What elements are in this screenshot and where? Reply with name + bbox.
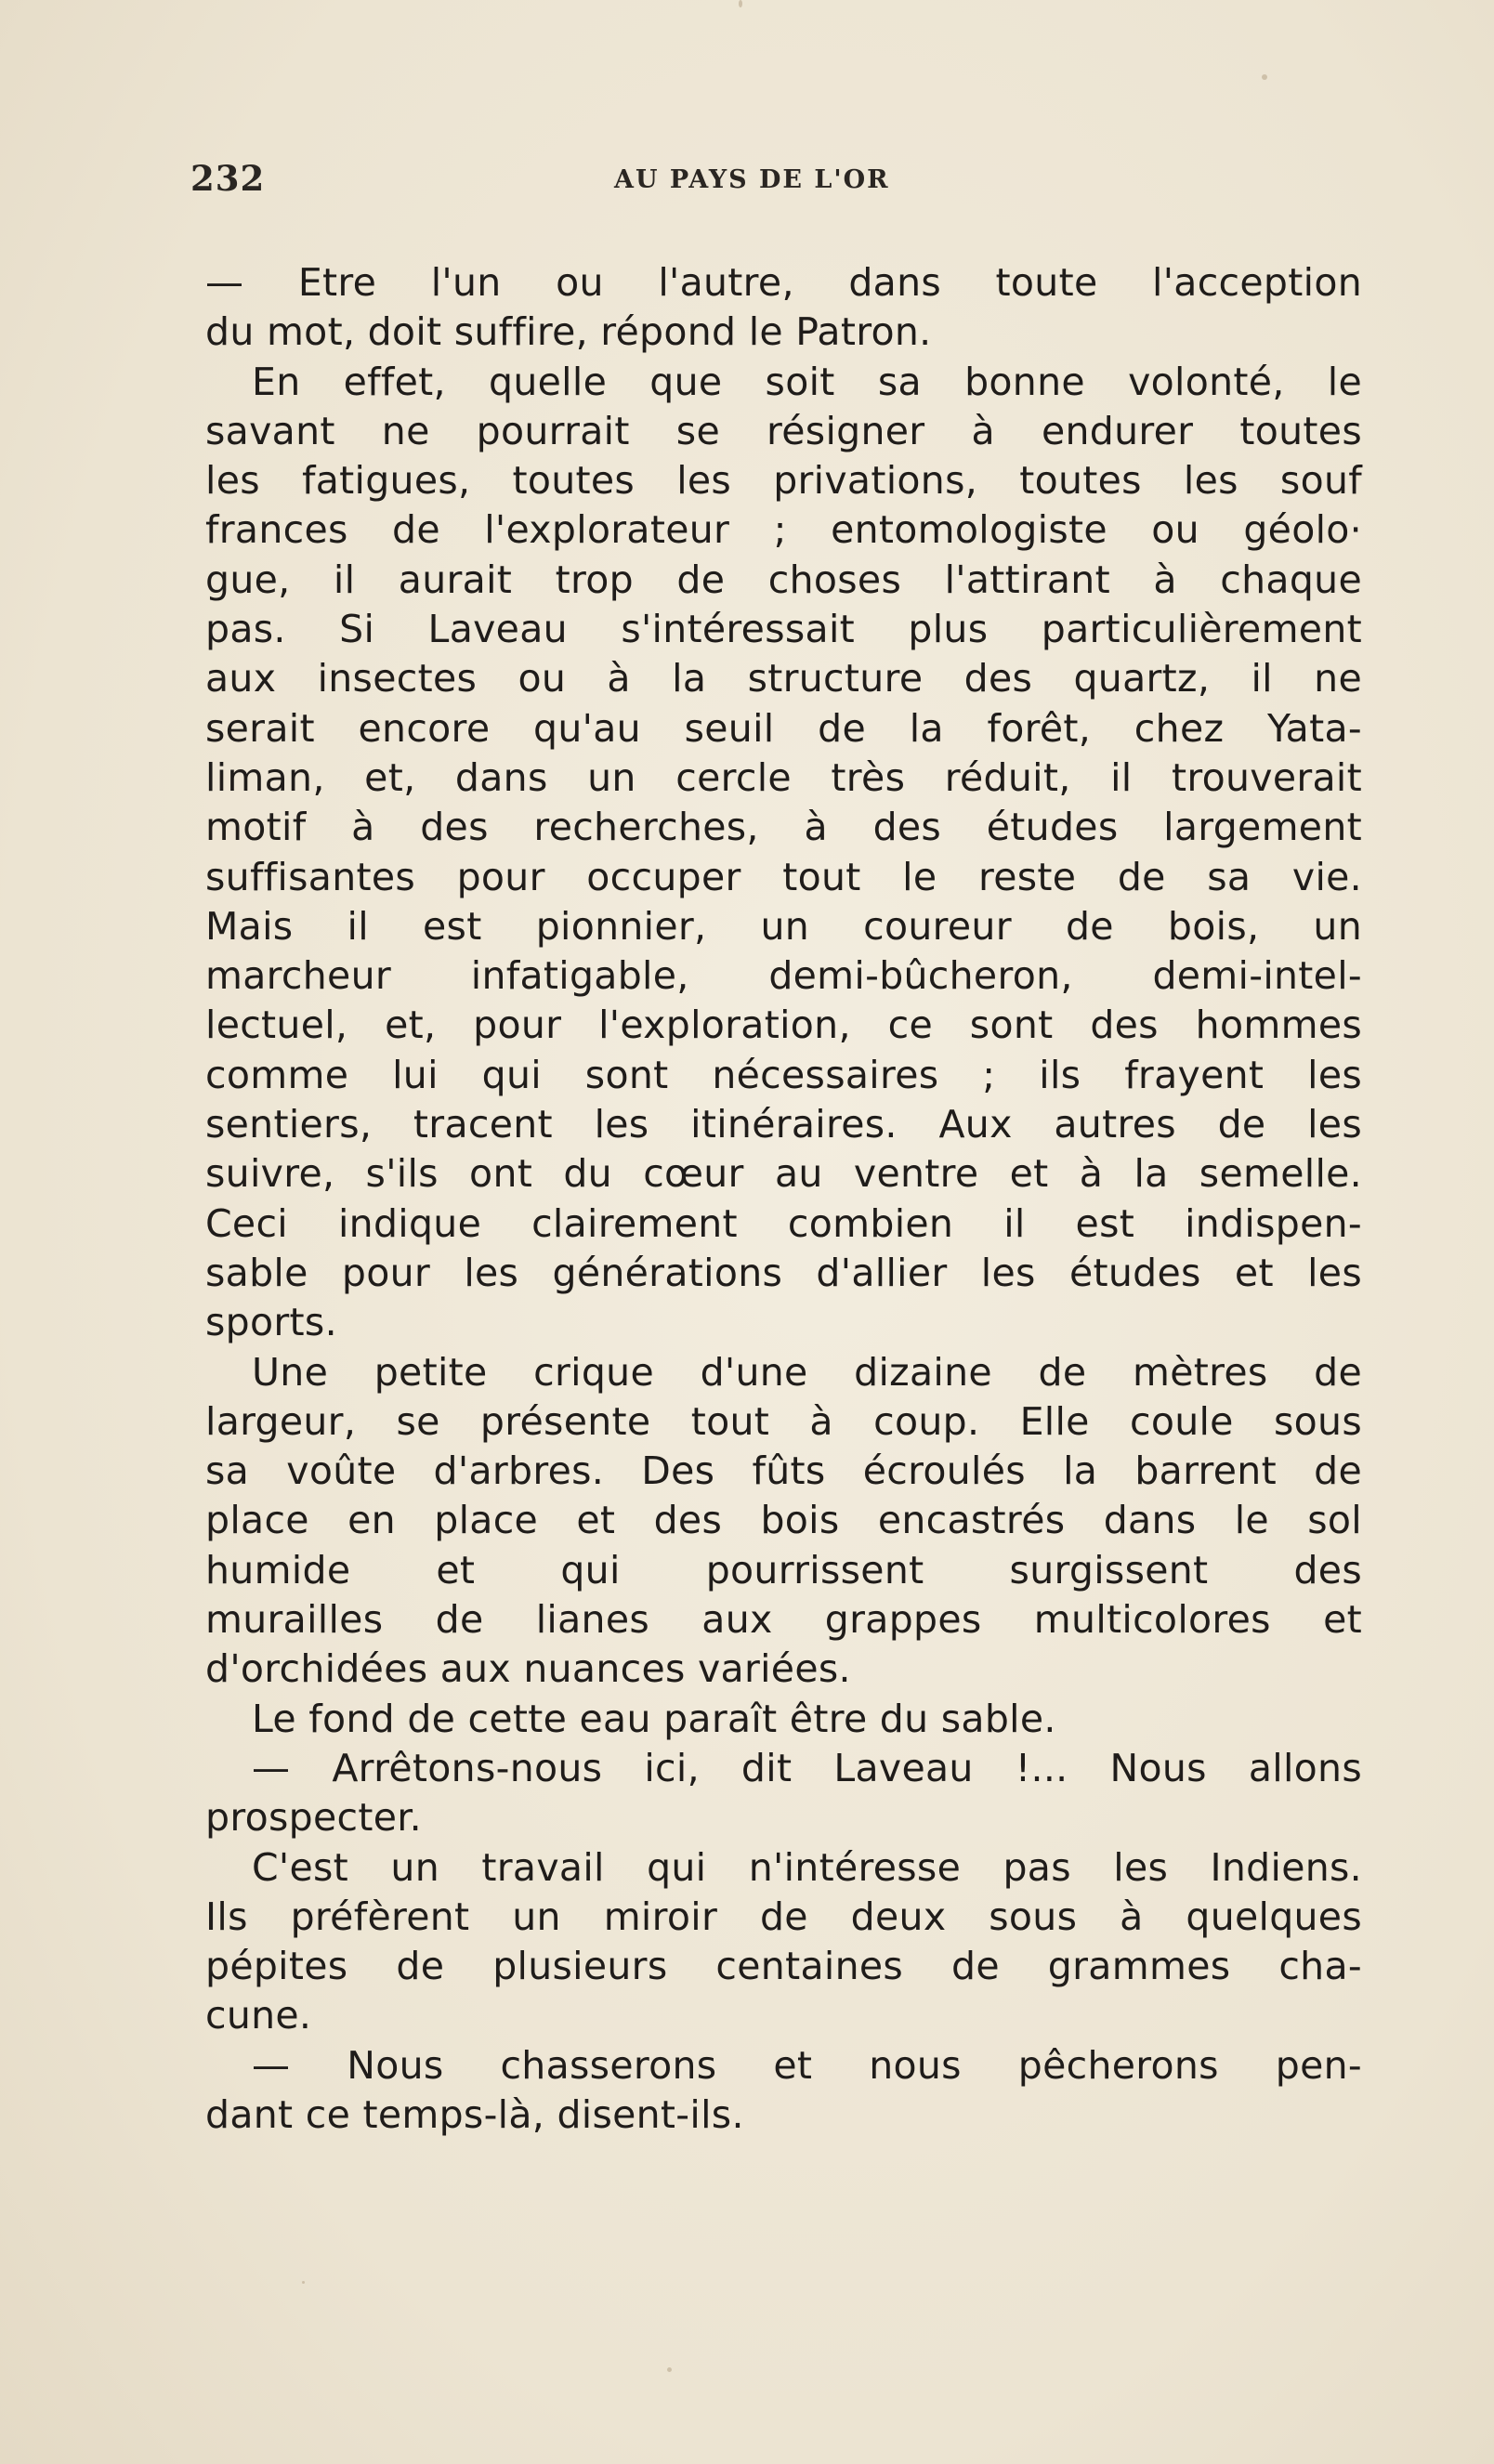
text-line: aux insectes ou à la structure des quartz, il ne xyxy=(205,656,1362,701)
text-line: motif à des recherches, à des études largement xyxy=(205,805,1362,850)
text-line: gue, il aurait trop de choses l'attirant à chaque xyxy=(205,557,1362,602)
text-line: place en place et des bois encastrés dans le sol xyxy=(205,1498,1362,1543)
text-line: les fatigues, toutes les privations, toutes les souf xyxy=(205,458,1362,504)
text-line: Une petite crique d'une dizaine de mètres de xyxy=(252,1349,1362,1395)
paper-speck xyxy=(667,2367,672,2372)
text-line: sentiers, tracent les itinéraires. Aux autres de les xyxy=(205,1102,1362,1147)
text-line: lectuel, et, pour l'exploration, ce sont des hommes xyxy=(205,1003,1362,1048)
text-line: sports. xyxy=(205,1300,337,1345)
text-line: comme lui qui sont nécessaires ; ils frayent les xyxy=(205,1052,1362,1097)
page-number: 232 xyxy=(190,158,266,199)
page-header xyxy=(190,158,1361,204)
text-line: pépites de plusieurs centaines de grammes cha- xyxy=(205,1944,1362,1989)
text-line: Le fond de cette eau paraît être du sable. xyxy=(252,1696,1056,1741)
text-line: Ils préfèrent un miroir de deux sous à quelques xyxy=(205,1894,1362,1939)
text-line: sa voûte d'arbres. Des fûts écroulés la barrent de xyxy=(205,1448,1362,1494)
text-line: d'orchidées aux nuances variées. xyxy=(205,1646,851,1692)
text-line: sable pour les générations d'allier les études et les xyxy=(205,1250,1362,1295)
text-line: Ceci indique clairement combien il est indispen- xyxy=(205,1200,1362,1246)
text-line: marcheur infatigable, demi-bûcheron, demi-intel- xyxy=(205,953,1362,999)
body-text xyxy=(205,258,1362,2140)
text-line: serait encore qu'au seuil de la forêt, chez Yata- xyxy=(205,705,1362,751)
text-line: humide et qui pourrissent surgissent des xyxy=(205,1547,1362,1592)
text-line: C'est un travail qui n'intéresse pas les Indiens. xyxy=(252,1844,1362,1890)
paper-speck xyxy=(302,2281,305,2284)
text-line: prospecter. xyxy=(205,1795,422,1841)
paper-speck xyxy=(1262,74,1267,80)
text-line: savant ne pourrait se résigner à endurer toutes xyxy=(205,408,1362,453)
text-line: — Etre l'un ou l'autre, dans toute l'acception xyxy=(205,260,1362,305)
text-line: — Arrêtons-nous ici, dit Laveau !... Nous allons xyxy=(252,1745,1362,1790)
paper-speck xyxy=(739,0,742,7)
text-line: murailles de lianes aux grappes multicolores et xyxy=(205,1597,1362,1643)
text-line: suffisantes pour occuper tout le reste de sa vie. xyxy=(205,854,1362,899)
running-title: AU PAYS DE L'OR xyxy=(614,165,890,194)
text-line: En effet, quelle que soit sa bonne volonté, le xyxy=(252,359,1362,404)
text-line: — Nous chasserons et nous pêcherons pen- xyxy=(252,2042,1362,2088)
text-line: suivre, s'ils ont du cœur au ventre et à la semelle. xyxy=(205,1151,1362,1197)
text-line: du mot, doit suffire, répond le Patron. xyxy=(205,309,932,355)
text-line: Mais il est pionnier, un coureur de bois, un xyxy=(205,903,1362,949)
text-line: pas. Si Laveau s'intéressait plus particulièrement xyxy=(205,607,1362,652)
text-line: cune. xyxy=(205,1993,312,2038)
text-line: dant ce temps-là, disent-ils. xyxy=(205,2091,744,2137)
text-line: largeur, se présente tout à coup. Elle coule sous xyxy=(205,1398,1362,1444)
text-line: liman, et, dans un cercle très réduit, il trouverait xyxy=(205,754,1362,800)
text-line: frances de l'explorateur ; entomologiste ou géolo· xyxy=(205,507,1362,553)
